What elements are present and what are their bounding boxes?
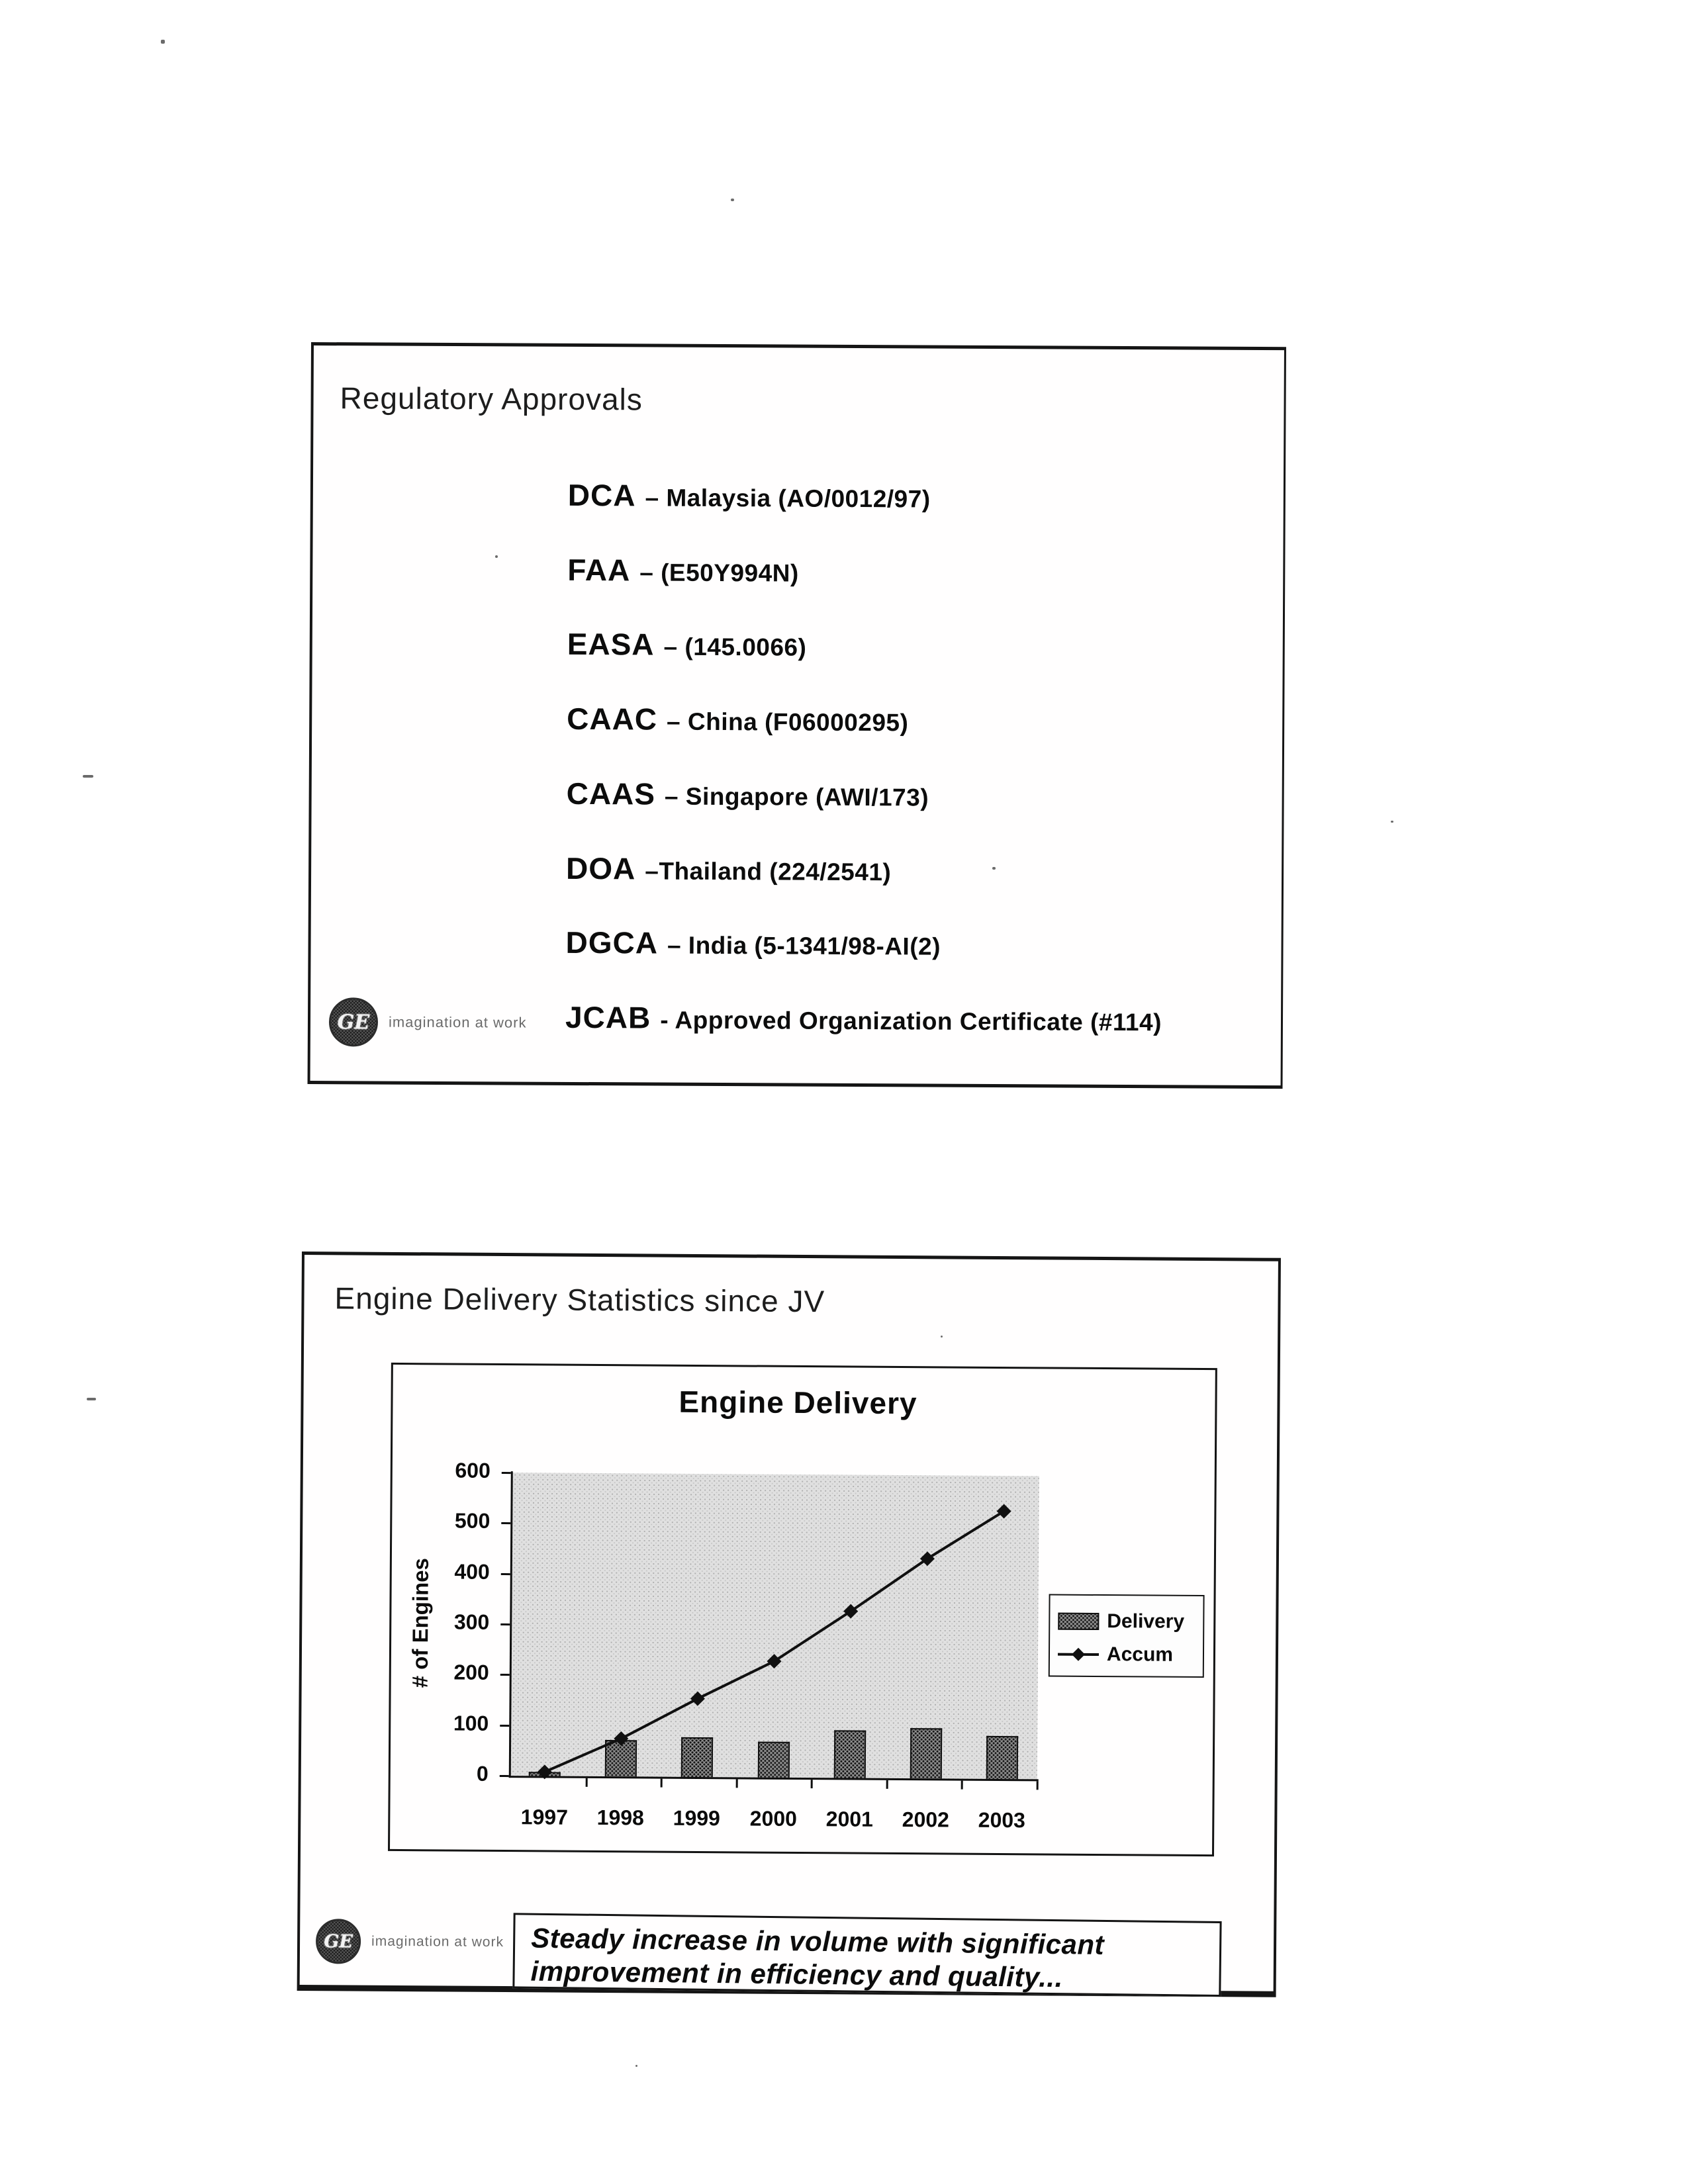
approval-detail: – (E50Y994N) <box>639 559 799 587</box>
scan-speck <box>992 867 996 870</box>
x-label-2002: 2002 <box>902 1807 950 1832</box>
approval-item-caac <box>567 701 908 739</box>
x-tick-2001 <box>886 1780 888 1789</box>
ge-monogram: GE <box>337 1010 370 1034</box>
approval-acronym: DGCA <box>565 925 659 960</box>
scan-speck <box>495 555 498 558</box>
accum-point-2002 <box>920 1551 935 1566</box>
x-label-1997: 1997 <box>520 1805 569 1829</box>
y-tick-400 <box>501 1573 510 1575</box>
approval-item-jcab <box>565 999 1162 1038</box>
accum-point-2001 <box>843 1604 858 1619</box>
x-tick-1997 <box>586 1778 588 1787</box>
ge-monogram: GE <box>324 1931 353 1952</box>
slide1-title: Regulatory Approvals <box>340 381 643 417</box>
accum-point-1999 <box>690 1692 705 1706</box>
slide-regulatory-approvals <box>308 342 1286 1089</box>
approval-item-faa <box>567 552 799 589</box>
y-tick-300 <box>500 1623 510 1625</box>
x-tick-2002 <box>961 1781 963 1790</box>
accum-point-1998 <box>614 1731 628 1746</box>
slide2-title: Engine Delivery Statistics since JV <box>334 1281 825 1319</box>
y-tick-100 <box>500 1725 509 1727</box>
slide-engine-delivery-statistics <box>297 1251 1281 1997</box>
scan-speck <box>83 775 93 778</box>
accum-line-swatch-icon <box>1058 1646 1099 1663</box>
chart-title: Engine Delivery <box>679 1384 917 1421</box>
caption-line-2: improvement in efficiency and quality... <box>530 1955 1064 1993</box>
ge-brand-slide2 <box>316 1919 504 1965</box>
y-tick-200 <box>500 1674 510 1676</box>
accum-line-series <box>511 1473 1039 1779</box>
legend-row-accum <box>1058 1638 1203 1672</box>
approval-detail: – Singapore (AWI/173) <box>664 782 929 811</box>
approval-acronym: EASA <box>567 626 655 662</box>
legend-row-delivery <box>1058 1605 1203 1639</box>
accum-point-2003 <box>997 1504 1011 1518</box>
approval-detail: –Thailand (224/2541) <box>645 857 892 886</box>
y-tick-500 <box>501 1522 510 1524</box>
caption-line-1: Steady increase in volume with significant <box>530 1922 1105 1960</box>
y-tick-label-0: 0 <box>476 1761 489 1786</box>
approval-item-caas <box>567 776 929 813</box>
plot-area <box>511 1473 1039 1779</box>
x-label-2003: 2003 <box>978 1807 1026 1833</box>
y-tick-label-400: 400 <box>454 1559 490 1584</box>
scan-speck <box>87 1398 96 1400</box>
delivery-bar-swatch-icon <box>1058 1613 1099 1630</box>
ge-tagline: imagination at work <box>388 1013 527 1031</box>
approval-item-easa <box>567 626 807 663</box>
approval-detail: – China (F06000295) <box>666 707 909 737</box>
x-label-1999: 1999 <box>673 1805 721 1831</box>
accum-point-2000 <box>767 1654 781 1668</box>
ge-logo-icon <box>316 1919 361 1964</box>
y-tick-label-500: 500 <box>454 1508 491 1533</box>
y-tick-0 <box>500 1775 509 1777</box>
legend-label-accum: Accum <box>1106 1643 1174 1666</box>
scan-speck <box>161 40 165 44</box>
approval-item-dgca <box>565 925 941 962</box>
x-tick-2000 <box>811 1780 813 1788</box>
scan-speck <box>635 2065 637 2067</box>
y-tick-label-600: 600 <box>455 1458 491 1482</box>
scan-speck <box>941 1336 943 1338</box>
approval-item-doa <box>566 850 891 887</box>
x-axis-ticks <box>393 1365 1215 1370</box>
x-label-2001: 2001 <box>825 1807 874 1831</box>
scan-speck <box>1391 821 1393 823</box>
approval-detail: – (145.0066) <box>663 633 807 661</box>
engine-delivery-chart <box>388 1363 1217 1856</box>
y-tick-label-300: 300 <box>453 1610 490 1634</box>
approval-acronym: CAAC <box>567 701 658 737</box>
chart-legend <box>1049 1594 1205 1678</box>
approval-list <box>565 347 1264 1036</box>
y-tick-600 <box>502 1472 511 1474</box>
y-tick-label-100: 100 <box>453 1711 489 1735</box>
approval-acronym: DOA <box>565 850 636 886</box>
legend-label-delivery: Delivery <box>1107 1610 1185 1633</box>
x-tick-2003 <box>1037 1781 1039 1790</box>
x-label-1998: 1998 <box>596 1805 645 1830</box>
summary-caption-box <box>512 1913 1221 1997</box>
x-tick-1999 <box>736 1779 738 1788</box>
ge-tagline: imagination at work <box>371 1933 504 1950</box>
approval-acronym: DCA <box>567 477 636 513</box>
y-tick-label-200: 200 <box>453 1660 489 1685</box>
ge-brand-slide1 <box>329 997 527 1047</box>
ge-logo-icon <box>329 997 378 1046</box>
approval-detail: – India (5-1341/98-AI(2) <box>667 931 941 960</box>
y-axis-label: # of Engines <box>407 1557 433 1688</box>
approval-item-dca <box>568 477 931 515</box>
x-label-2000: 2000 <box>749 1806 798 1831</box>
x-tick-1998 <box>661 1779 663 1788</box>
scan-speck <box>731 199 734 201</box>
approval-acronym: FAA <box>567 552 631 588</box>
approval-detail: – Malaysia (AO/0012/97) <box>645 484 931 513</box>
approval-acronym: CAAS <box>566 776 656 811</box>
approval-acronym: JCAB <box>565 999 651 1035</box>
approval-detail: - Approved Organization Certificate (#114) <box>660 1006 1162 1036</box>
